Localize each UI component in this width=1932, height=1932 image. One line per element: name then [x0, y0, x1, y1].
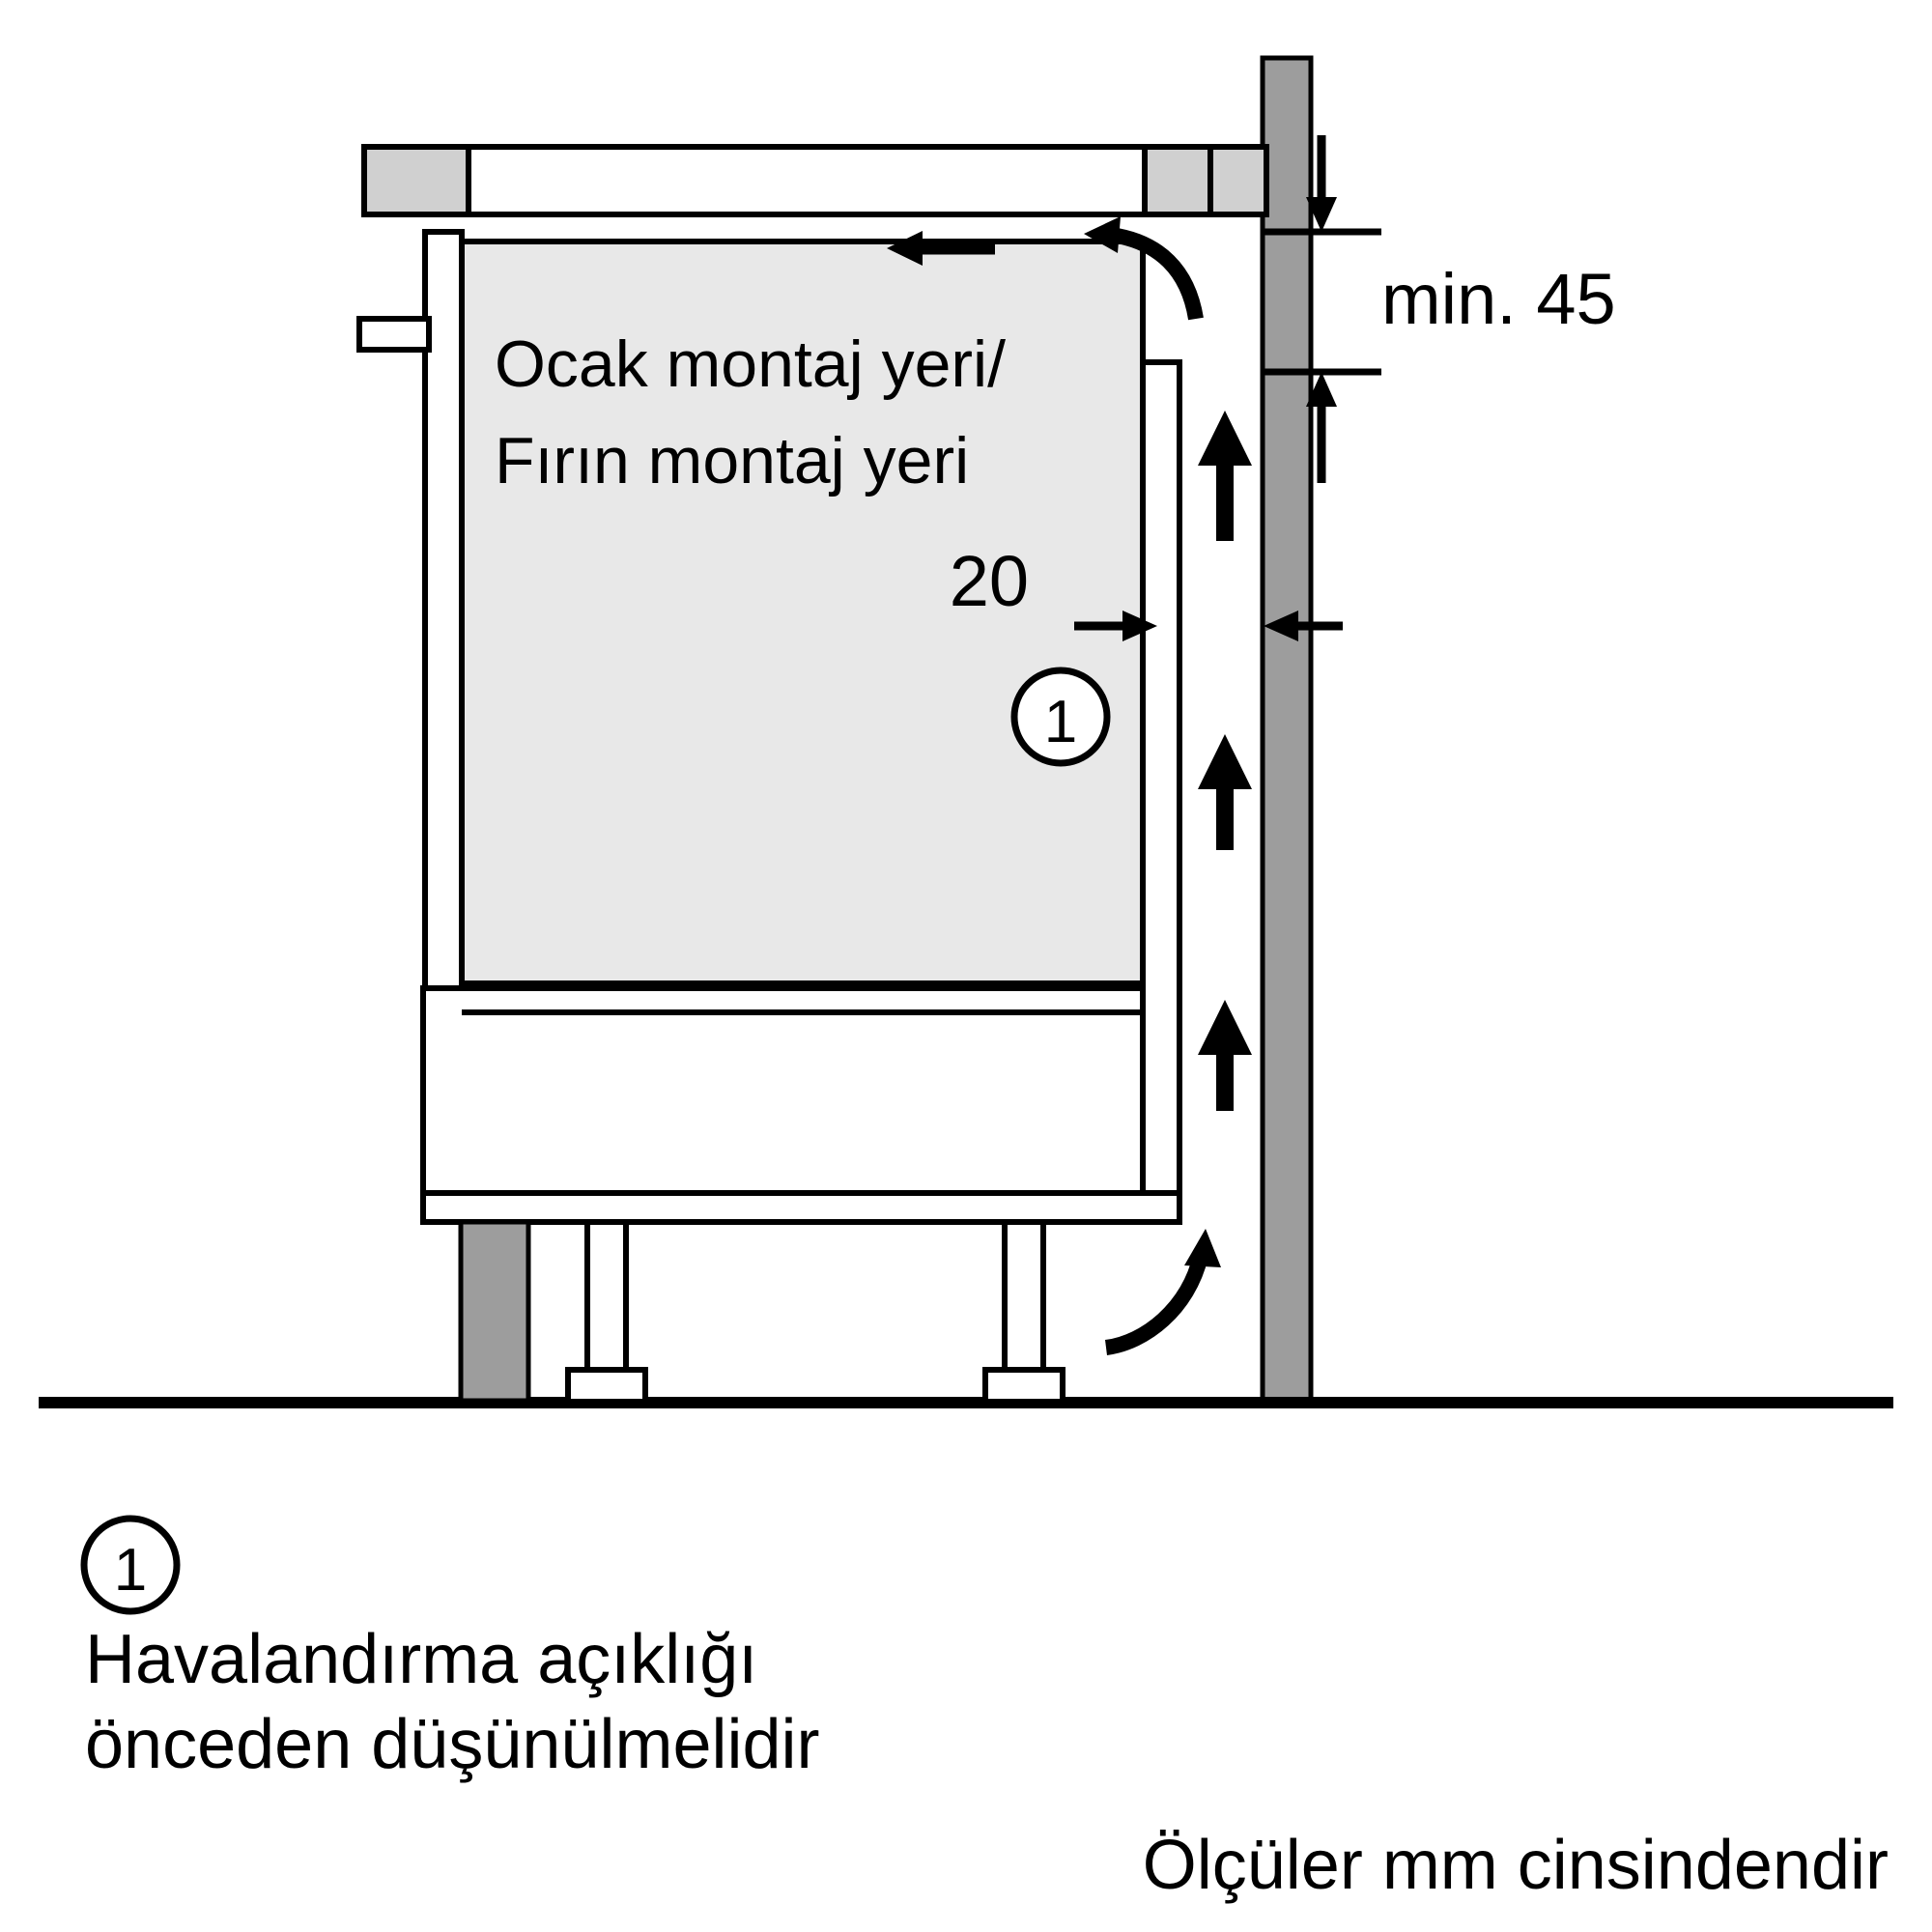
worktop-left-cap	[364, 147, 469, 214]
cabinet-leg-left	[587, 1222, 626, 1372]
legend-text-line2: önceden düşünülmelidir	[85, 1706, 820, 1783]
installation-area-label-line1: Ocak montaj yeri/	[495, 327, 1007, 401]
installation-area-label-line2: Fırın montaj yeri	[495, 424, 970, 497]
legend-text-line1: Havalandırma açıklığı	[85, 1621, 758, 1698]
cabinet-leg-right-foot	[985, 1370, 1063, 1402]
airflow-curve-bottom	[1106, 1229, 1221, 1348]
cabinet-left-knob	[359, 319, 429, 350]
airflow-arrow-up-3	[1198, 1000, 1252, 1111]
wall-shape	[1263, 58, 1311, 1406]
cabinet-bottom-rail	[423, 1193, 1179, 1222]
lower-cabinet-box	[423, 988, 1143, 1193]
legend-marker-label: 1	[113, 1537, 148, 1604]
ventilation-gap-channel	[1143, 362, 1179, 1193]
cabinet-leg-left-foot	[568, 1370, 645, 1402]
legend-marker	[84, 1519, 177, 1611]
airflow-arrow-up-1	[1198, 411, 1252, 541]
cabinet-leg-right	[1005, 1222, 1043, 1372]
worktop-slab	[364, 147, 1214, 214]
plinth-panel	[461, 1222, 528, 1401]
units-note: Ölçüler mm cinsindendir	[1142, 1827, 1889, 1904]
worktop-to-wall-segment	[1210, 147, 1266, 214]
dimension-20-label: 20	[949, 541, 1029, 621]
callout-marker-1	[1014, 670, 1107, 763]
callout-marker-1-label: 1	[1043, 689, 1078, 755]
worktop-right-cap	[1145, 147, 1217, 214]
dimension-min45-label: min. 45	[1381, 259, 1616, 339]
airflow-arrow-up-2	[1198, 734, 1252, 850]
